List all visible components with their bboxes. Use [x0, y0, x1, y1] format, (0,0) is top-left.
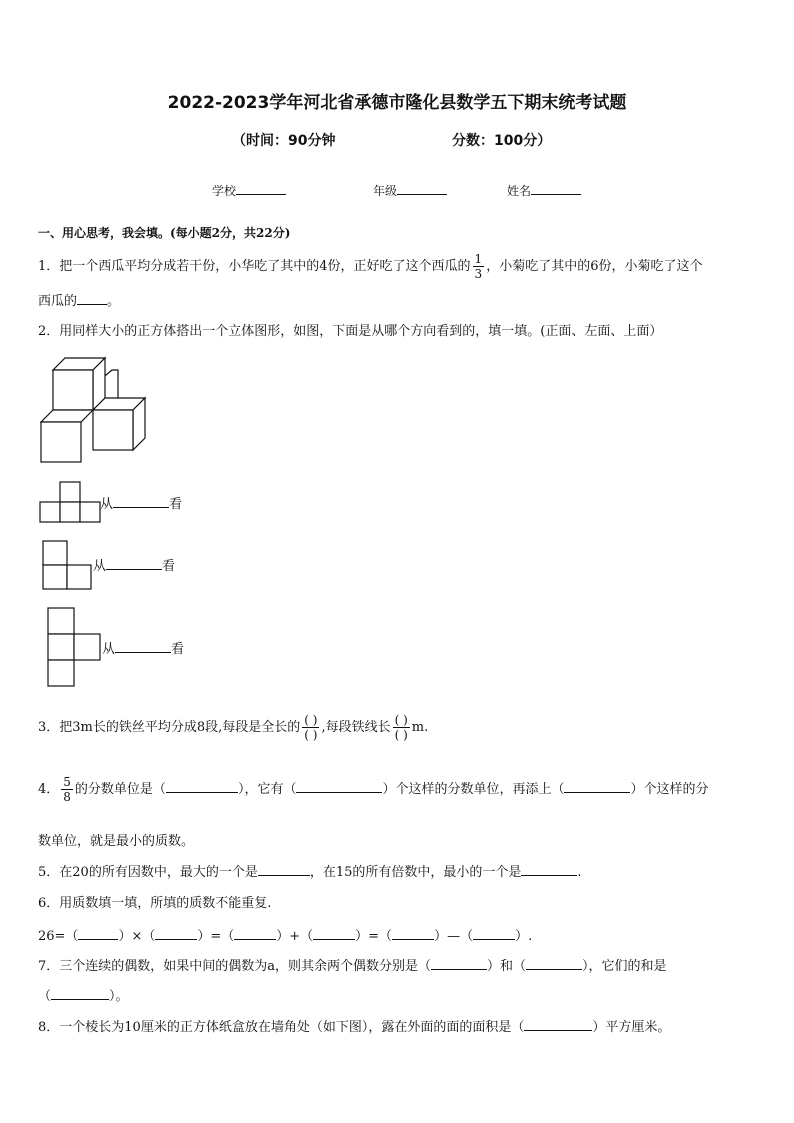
- q4-text-2: ），它有（: [237, 782, 297, 797]
- q6-blank-2[interactable]: [155, 927, 197, 940]
- q4-blank-1[interactable]: [166, 780, 238, 793]
- q7-and: ）和（: [487, 959, 527, 974]
- q5-text-2: ，在15的所有倍数中，最小的一个是: [309, 865, 522, 880]
- q4-number: 4．: [38, 782, 60, 797]
- q6-eq-start: 26=（: [38, 929, 79, 944]
- q3-text-1: 3．把3m长的铁丝平均分成8段,每段是全长的: [38, 720, 301, 735]
- q1-frac-num: 1: [474, 252, 483, 266]
- view-1-blank[interactable]: [113, 495, 169, 508]
- page-title: 2022-2023学年河北省承德市隆化县数学五下期末统考试题: [167, 93, 627, 113]
- name-field: [507, 182, 581, 199]
- view-3-answer: [102, 640, 184, 659]
- q7-text-2: ），它们的和是: [582, 959, 667, 974]
- q3-frac2-num: ( ): [394, 713, 408, 727]
- q1-text-2: ，小菊吃了其中的6份，小菊吃了这个: [486, 259, 703, 274]
- q1-fraction: [473, 252, 485, 281]
- view-2-answer: [93, 557, 175, 576]
- q6-blank-6[interactable]: [473, 927, 515, 940]
- q4-blank-3[interactable]: [564, 780, 630, 793]
- time-label: （时间：90分钟: [232, 133, 336, 149]
- q5-blank-2[interactable]: [521, 863, 577, 876]
- q1-frac-den: 3: [474, 267, 483, 281]
- view-3-blank[interactable]: [115, 640, 171, 653]
- question-2: 2．用同样大小的正方体搭出一个立体图形，如图，下面是从哪个方向看到的，填一填。(正面、左面、上面）: [38, 324, 663, 339]
- view-1-answer: [100, 495, 182, 514]
- q3-fraction-2[interactable]: [393, 713, 410, 742]
- section-heading: 一、用心思考，我会填。(每小题2分，共22分): [38, 226, 291, 240]
- question-5: [38, 863, 582, 882]
- q6-eq-1: ）=（: [197, 929, 235, 944]
- q8-text-2: ）平方厘米。: [592, 1020, 671, 1035]
- name-label: 姓名: [507, 184, 532, 198]
- q5-blank-1[interactable]: [258, 863, 310, 876]
- q6-blank-1[interactable]: [78, 927, 118, 940]
- q6-blank-4[interactable]: [313, 927, 355, 940]
- question-1: [38, 252, 702, 281]
- q6-blank-3[interactable]: [234, 927, 276, 940]
- view-2-suffix: 看: [162, 559, 176, 574]
- q3-text-3: m.: [411, 720, 429, 735]
- q6-blank-5[interactable]: [392, 927, 434, 940]
- q1-answer-blank[interactable]: [77, 292, 107, 305]
- view-2-prefix: 从: [93, 559, 107, 574]
- q6-end: ）.: [515, 929, 533, 944]
- question-6: 6．用质数填一填，所填的质数不能重复.: [38, 896, 272, 911]
- q8-text-1: 8．一个棱长为10厘米的正方体纸盒放在墙角处（如下图），露在外面的面的面积是（: [38, 1020, 525, 1035]
- q1-line2: 西瓜的: [38, 294, 78, 309]
- q7-text-1: 7．三个连续的偶数，如果中间的偶数为a，则其余两个偶数分别是（: [38, 959, 432, 974]
- q3-frac2-den: ( ): [394, 728, 408, 742]
- q5-text-1: 5．在20的所有因数中，最大的一个是: [38, 865, 258, 880]
- school-field: [212, 182, 286, 199]
- q3-frac1-den: ( ): [304, 728, 318, 742]
- q1-text-1: 1．把一个西瓜平均分成若干份，小华吃了其中的4份，正好吃了这个西瓜的: [38, 259, 471, 274]
- view-1-prefix: 从: [100, 497, 114, 512]
- grade-field: [373, 182, 447, 199]
- question-8: [38, 1018, 670, 1037]
- q3-text-2: ,每段铁线长: [321, 720, 391, 735]
- question-3: [38, 713, 428, 742]
- view-3-suffix: 看: [171, 642, 185, 657]
- q4-text-4: ）个这样的分: [630, 782, 709, 797]
- q8-blank[interactable]: [524, 1018, 592, 1031]
- q6-times: ）×（: [118, 929, 156, 944]
- view-2-blank[interactable]: [106, 557, 162, 570]
- q3-frac1-num: ( ): [304, 713, 318, 727]
- q4-fraction: [61, 775, 73, 804]
- question-6-equation: [38, 927, 532, 946]
- q7-blank-2[interactable]: [526, 957, 582, 970]
- view-3-figure: [0, 0, 1, 1]
- view-1-suffix: 看: [169, 497, 183, 512]
- grade-blank[interactable]: [397, 182, 447, 195]
- q5-end: .: [577, 865, 582, 880]
- question-1-line-2: [38, 292, 120, 311]
- question-7: [38, 957, 667, 976]
- question-7-line-2: [38, 987, 129, 1006]
- q1-end: 。: [107, 294, 121, 309]
- q4-text-3: ）个这样的分数单位，再添上（: [382, 782, 565, 797]
- name-blank[interactable]: [531, 182, 581, 195]
- question-4-line-2: 数单位，就是最小的质数。: [38, 834, 195, 849]
- q7-line2-end: ）。: [109, 989, 129, 1004]
- q6-eq-2: ）=（: [355, 929, 393, 944]
- q7-line2-start: （: [38, 989, 52, 1004]
- q6-minus: ）—（: [434, 929, 474, 944]
- score-label: 分数：100分）: [452, 133, 552, 149]
- q4-frac-den: 8: [63, 790, 71, 804]
- q4-text-1: 的分数单位是（: [74, 782, 166, 797]
- q3-fraction-1[interactable]: [302, 713, 319, 742]
- view-3-prefix: 从: [102, 642, 116, 657]
- q4-blank-2[interactable]: [296, 780, 382, 793]
- question-4: [38, 775, 708, 804]
- school-blank[interactable]: [236, 182, 286, 195]
- school-label: 学校: [212, 184, 237, 198]
- grade-label: 年级: [373, 184, 398, 198]
- q7-blank-1[interactable]: [431, 957, 487, 970]
- q4-frac-num: 5: [63, 775, 71, 789]
- q6-plus: ）+（: [276, 929, 314, 944]
- q7-blank-3[interactable]: [51, 987, 109, 1000]
